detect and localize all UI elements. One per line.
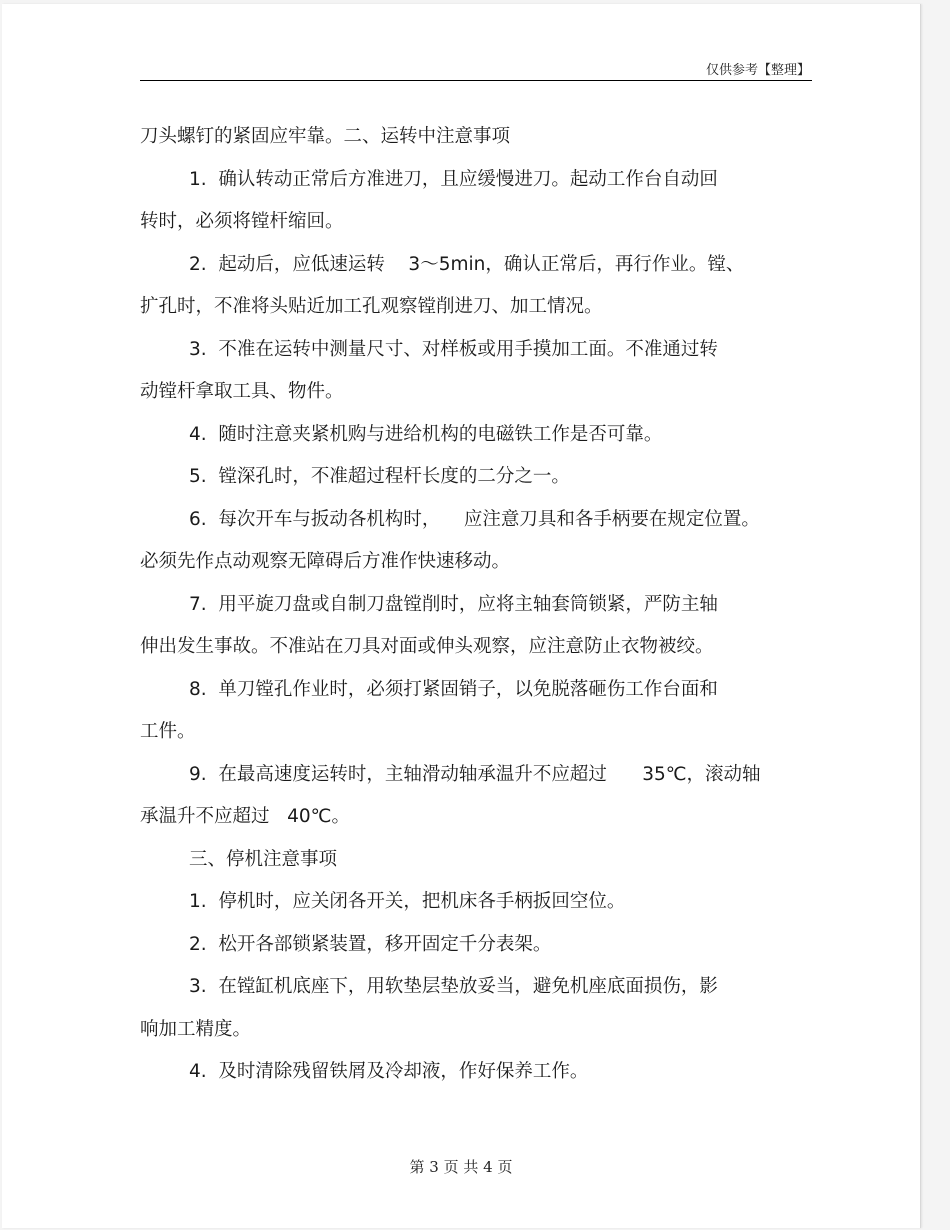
- text-line: 9. 在最高速度运转时，主轴滑动轴承温升不应超过 35℃，滚动轴: [189, 763, 761, 785]
- text-line: 工件。: [140, 721, 196, 742]
- text-line: 4. 随时注意夹紧机购与进给机构的电磁铁工作是否可靠。: [189, 423, 663, 445]
- text-line: 扩孔时，不准将头贴近加工孔观察镗削进刀、加工情况。: [140, 296, 603, 317]
- text-line: 4. 及时清除残留铁屑及冷却液，作好保养工作。: [189, 1061, 589, 1082]
- text-line: 1. 停机时，应关闭各开关，把机床各手柄扳回空位。: [189, 891, 626, 912]
- page-footer: 第 3 页 共 4 页: [409, 1158, 513, 1176]
- text-line: 1. 确认转动正常后方准进刀，且应缓慢进刀。起动工作台自动回: [189, 168, 718, 190]
- text-line: 6. 每次开车与扳动各机构时， 应注意刀具和各手柄要在规定位置。: [189, 508, 760, 530]
- text-line: 动镗杆拿取工具、物件。: [140, 381, 344, 402]
- text-line: 刀头螺钉的紧固应牢靠。二、运转中注意事项: [140, 126, 511, 147]
- document-body: [140, 116, 820, 1094]
- text-line: 三、停机注意事项: [189, 848, 338, 870]
- text-line: 3. 在镗缸机底座下，用软垫层垫放妥当，避免机座底面损伤，影: [189, 976, 718, 997]
- text-line: 承温升不应超过 40℃。: [140, 806, 350, 827]
- text-line: 2. 松开各部锁紧装置，移开固定千分表架。: [189, 933, 552, 955]
- text-line: 必须先作点动观察无障碍后方准作快速移动。: [140, 551, 511, 572]
- text-line: 2. 起动后，应低速运转 3～5min，确认正常后，再行作业。镗、: [189, 253, 745, 275]
- text-line: 7. 用平旋刀盘或自制刀盘镗削时，应将主轴套筒锁紧，严防主轴: [189, 593, 718, 615]
- header-divider: [140, 80, 812, 81]
- text-line: 8. 单刀镗孔作业时，必须打紧固销子，以免脱落砸伤工作台面和: [189, 678, 718, 700]
- text-line: 5. 镗深孔时，不准超过程杆长度的二分之一。: [189, 466, 570, 487]
- text-line: 3. 不准在运转中测量尺寸、对样板或用手摸加工面。不准通过转: [189, 338, 718, 360]
- text-line: 伸出发生事故。不准站在刀具对面或伸头观察，应注意防止衣物被绞。: [140, 636, 714, 657]
- document-page: [2, 4, 921, 1228]
- header-note: 仅供参考【整理】: [705, 63, 810, 78]
- text-line: 转时，必须将镗杆缩回。: [140, 211, 344, 232]
- text-line: 响加工精度。: [140, 1018, 252, 1040]
